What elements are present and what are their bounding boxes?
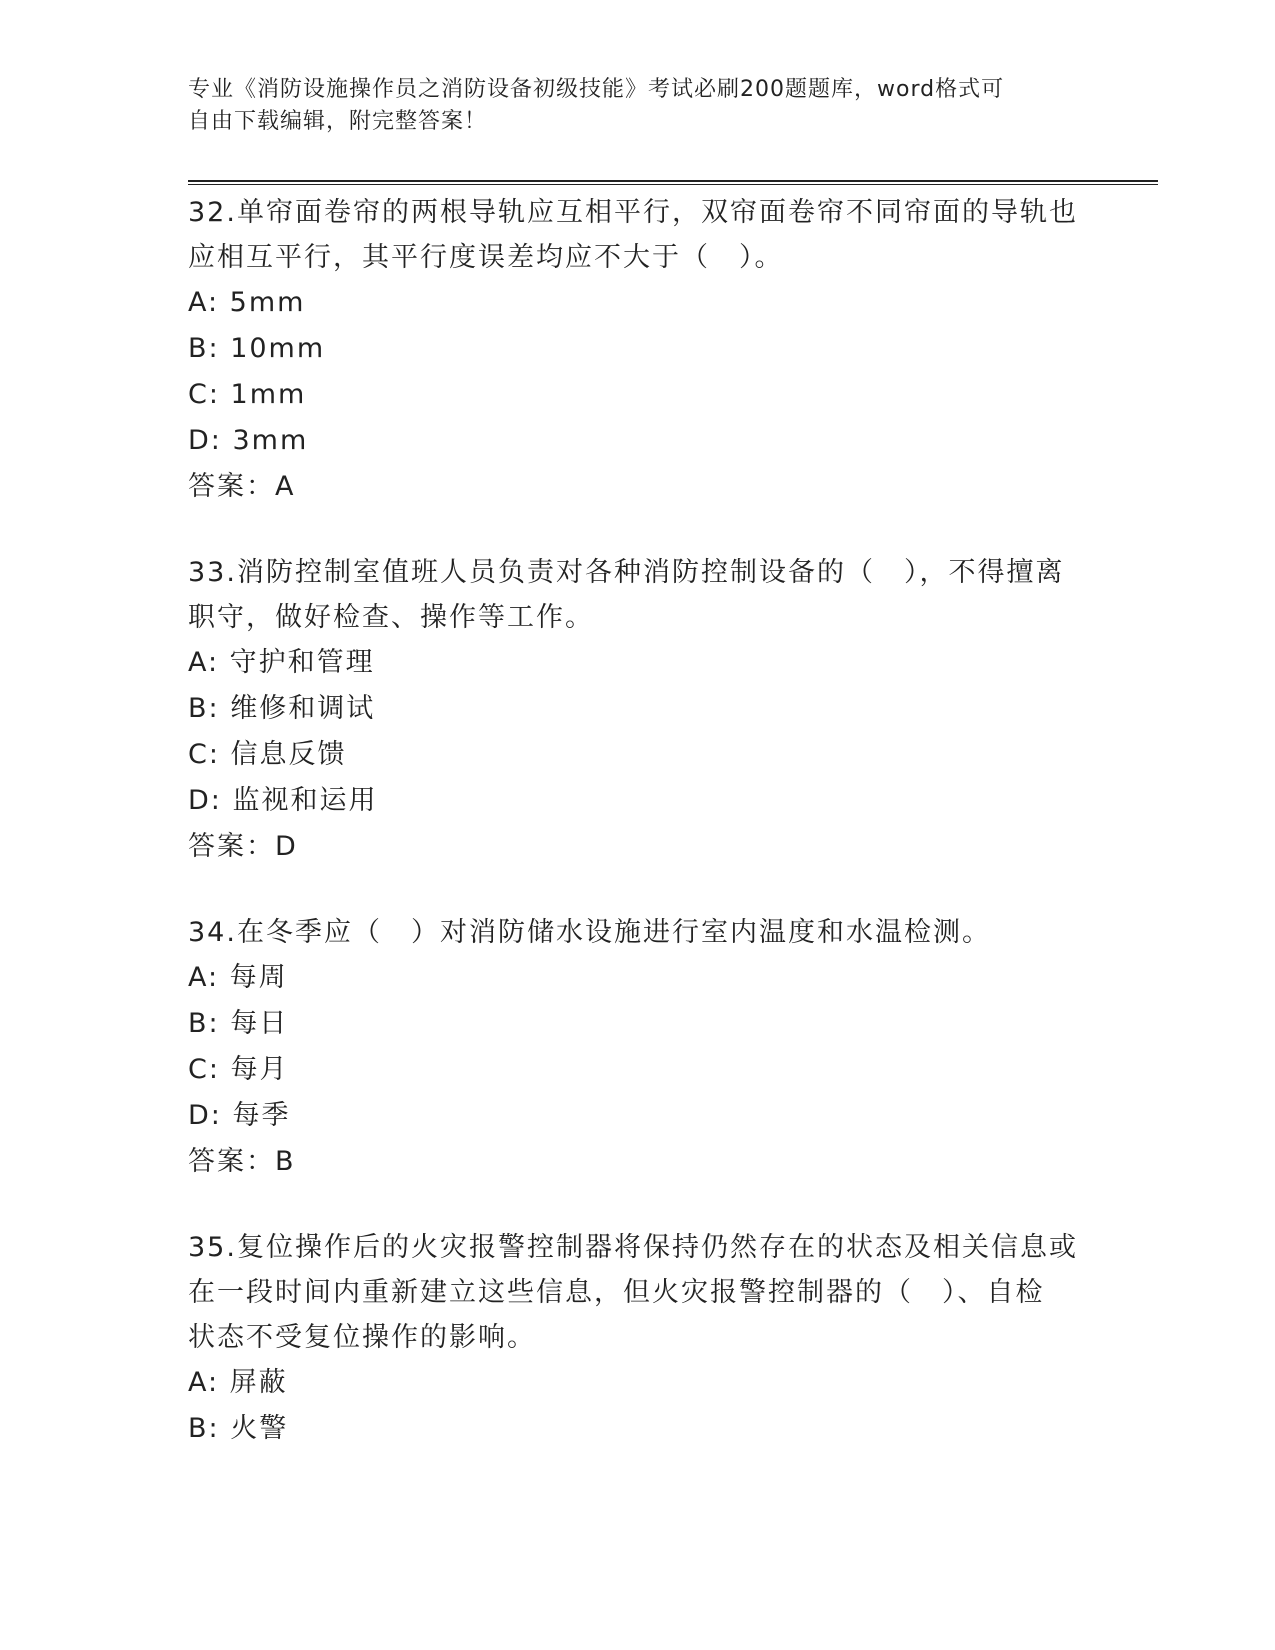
option-d: D: 3mm	[188, 425, 309, 456]
header-divider-thick	[188, 180, 1158, 182]
question-35	[188, 1225, 1088, 1452]
question-32	[188, 190, 1088, 510]
question-stem: 35.复位操作后的火灾报警控制器将保持仍然存在的状态及相关信息或	[188, 1232, 1078, 1263]
option-a: A: 屏蔽	[188, 1367, 288, 1398]
question-list	[188, 190, 1088, 1452]
option-b: B: 10mm	[188, 333, 326, 364]
header-line-1: 专业《消防设施操作员之消防设备初级技能》考试必刷200题题库，word格式可	[188, 77, 1005, 102]
option-b: B: 每日	[188, 1008, 289, 1039]
answer-line: 答案：B	[188, 1146, 296, 1177]
option-a: A: 守护和管理	[188, 647, 375, 678]
option-b: B: 火警	[188, 1413, 289, 1444]
question-stem: 32.单帘面卷帘的两根导轨应互相平行，双帘面卷帘不同帘面的导轨也	[188, 197, 1078, 228]
question-stem: 在一段时间内重新建立这些信息，但火灾报警控制器的（ ）、自检	[188, 1277, 1045, 1308]
option-b: B: 维修和调试	[188, 693, 376, 724]
question-spacer	[188, 1185, 1088, 1225]
question-spacer	[188, 870, 1088, 910]
answer-line: 答案：A	[188, 471, 296, 502]
option-d: D: 每季	[188, 1100, 291, 1131]
question-33	[188, 550, 1088, 870]
option-a: A: 每周	[188, 962, 288, 993]
option-d: D: 监视和运用	[188, 785, 378, 816]
document-header	[188, 74, 1088, 138]
answer-line: 答案：D	[188, 831, 298, 862]
option-a: A: 5mm	[188, 287, 306, 318]
question-stem: 职守，做好检查、操作等工作。	[188, 602, 594, 633]
header-divider-thin	[188, 184, 1158, 185]
option-c: C: 信息反馈	[188, 739, 347, 770]
question-34	[188, 910, 1088, 1185]
option-c: C: 每月	[188, 1054, 289, 1085]
question-stem: 34.在冬季应（ ）对消防储水设施进行室内温度和水温检测。	[188, 917, 991, 948]
option-c: C: 1mm	[188, 379, 307, 410]
question-stem: 33.消防控制室值班人员负责对各种消防控制设备的（ ），不得擅离	[188, 557, 1065, 588]
header-line-2: 自由下载编辑，附完整答案！	[188, 109, 488, 134]
question-spacer	[188, 510, 1088, 550]
question-stem: 应相互平行，其平行度误差均应不大于（ ）。	[188, 242, 784, 273]
question-stem: 状态不受复位操作的影响。	[188, 1322, 536, 1353]
